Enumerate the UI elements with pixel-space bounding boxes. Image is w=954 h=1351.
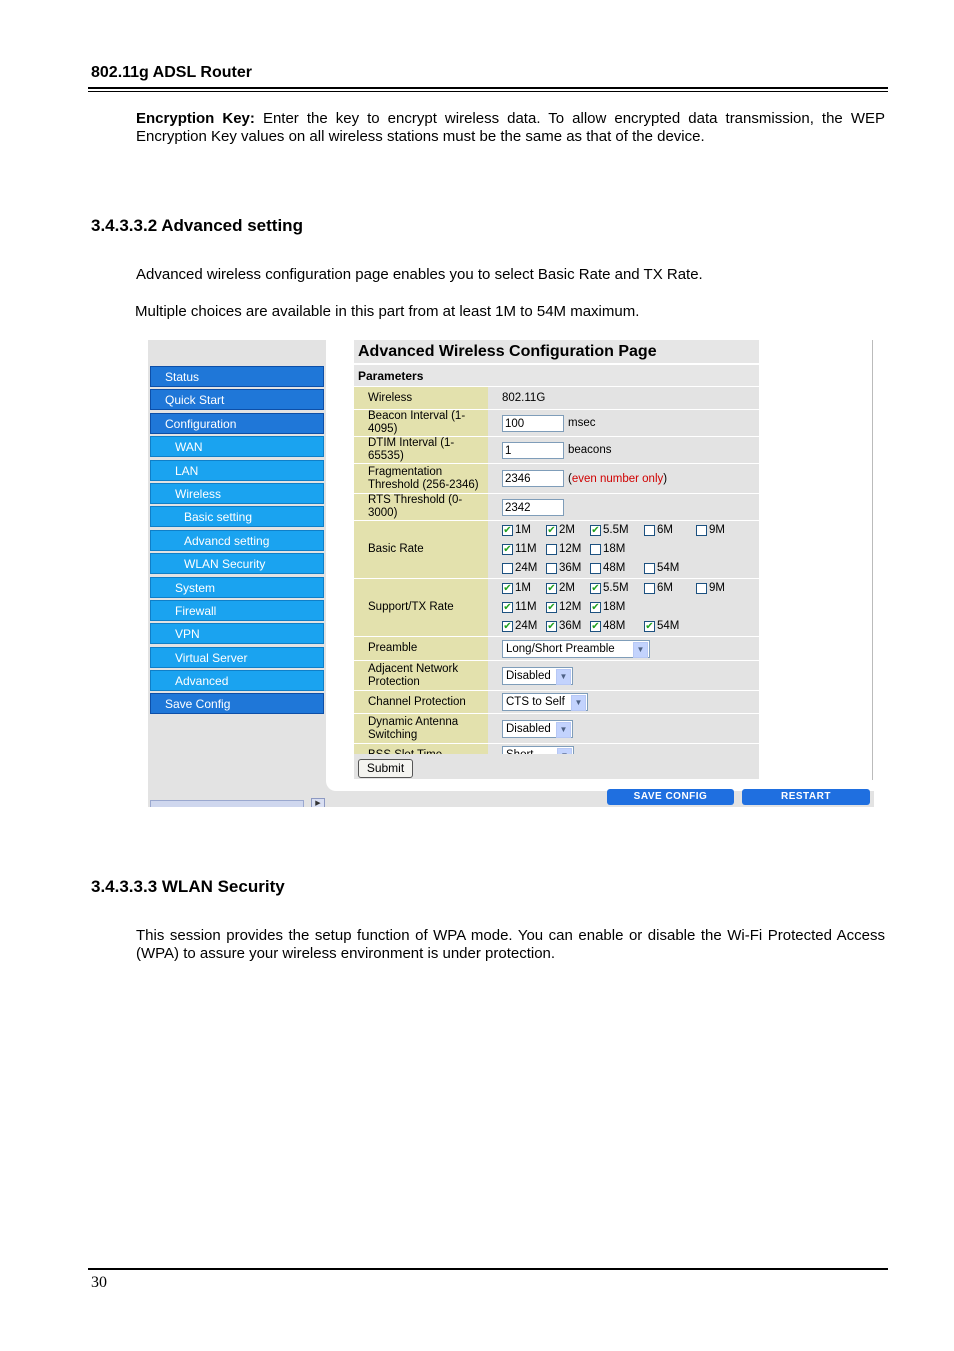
check-icon: ✔: [503, 583, 512, 594]
router-screenshot: [148, 340, 874, 807]
adjacent-network-label-line2: Protection: [368, 675, 420, 688]
basic-rate-option: [502, 540, 540, 560]
dynamic-antenna-label-line2: Switching: [368, 728, 418, 741]
checkbox-label: 2M: [559, 524, 575, 536]
dtim-interval-label: DTIM Interval (1-65535): [354, 437, 488, 463]
checkbox[interactable]: [590, 563, 601, 574]
adjacent-network-label-line1: Adjacent Network: [368, 662, 459, 675]
checkbox[interactable]: [590, 525, 601, 536]
basic-rate-row: [502, 521, 759, 540]
dtim-interval-unit: beacons: [568, 444, 612, 456]
tx-rate-option: [590, 579, 638, 599]
checkbox[interactable]: [502, 544, 513, 555]
page-number: 30: [91, 1274, 107, 1291]
wireless-label: Wireless: [354, 387, 488, 409]
fragmentation-note: [568, 473, 667, 485]
chevron-down-icon: ▼: [556, 669, 571, 685]
sidebar-item-status[interactable]: Status: [150, 366, 324, 387]
checkbox[interactable]: [644, 583, 655, 594]
header-rule-thin: [88, 91, 888, 92]
checkbox-label: 48M: [603, 620, 626, 632]
fragmentation-label: [354, 464, 488, 493]
checkbox-label: 18M: [603, 601, 626, 613]
submit-bar: [354, 754, 759, 779]
checkbox-label: 54M: [657, 620, 680, 632]
checkbox[interactable]: [546, 544, 557, 555]
checkbox-label: 2M: [559, 582, 575, 594]
sidebar-item-firewall[interactable]: Firewall: [150, 600, 324, 621]
tx-rate-option: [590, 617, 638, 637]
check-icon: ✔: [591, 621, 600, 632]
checkbox[interactable]: [590, 544, 601, 555]
tx-rate-row: [502, 617, 759, 636]
check-icon: ✔: [591, 583, 600, 594]
checkbox-label: 12M: [559, 543, 582, 555]
basic-rate-option: [502, 521, 540, 541]
footer-rule: [88, 1268, 888, 1270]
adjacent-network-label: [354, 661, 488, 690]
preamble-select[interactable]: [502, 640, 650, 658]
check-icon: ✔: [547, 583, 556, 594]
checkbox-label: 24M: [515, 620, 538, 632]
sidebar-item-advancd-setting[interactable]: Advancd setting: [150, 530, 324, 551]
beacon-interval-label: Beacon Interval (1-4095): [354, 410, 488, 436]
checkbox-label: 36M: [559, 562, 582, 574]
check-icon: ✔: [503, 621, 512, 632]
scroll-right-icon[interactable]: ▶: [311, 798, 325, 807]
basic-rate-option: [644, 521, 690, 541]
rts-threshold-label: RTS Threshold (0-3000): [354, 494, 488, 520]
checkbox-label: 11M: [515, 543, 537, 555]
document-header-title: 802.11g ADSL Router: [91, 64, 252, 81]
tx-rate-option: [502, 617, 540, 637]
checkbox[interactable]: [546, 583, 557, 594]
checkbox[interactable]: [502, 525, 513, 536]
tx-rate-row: [502, 579, 759, 598]
basic-rate-options: [488, 521, 759, 578]
check-icon: ✔: [503, 525, 512, 536]
basic-rate-option: [502, 559, 540, 579]
basic-rate-option: [590, 559, 638, 579]
sidebar-item-system[interactable]: System: [150, 577, 324, 598]
tx-rate-option: [644, 617, 690, 637]
basic-rate-option: [696, 521, 736, 541]
basic-rate-option: [590, 521, 638, 541]
tx-rate-row: [502, 598, 759, 617]
checkbox-label: 9M: [709, 524, 725, 536]
frame-edge: [872, 340, 873, 780]
basic-rate-option: [590, 540, 638, 560]
basic-rate-option: [546, 540, 584, 560]
channel-protection-label: Channel Protection: [354, 691, 488, 713]
checkbox[interactable]: [644, 525, 655, 536]
wlan-security-paragraph: This session provides the setup function of WPA mode. You can enable or disable the Wi-Fi Protected Access (WPA) to assure your wireless environment is under protection.: [136, 927, 885, 962]
basic-rate-option: [546, 559, 584, 579]
page-title: Advanced Wireless Configuration Page: [354, 340, 759, 363]
check-icon: ✔: [547, 525, 556, 536]
checkbox[interactable]: [546, 621, 557, 632]
encryption-key-text: Enter the key to encrypt wireless data. To allow encrypted data transmission, the WEP Encryption Key values on all wireless stations must be the same as that of the device.: [136, 110, 885, 145]
checkbox[interactable]: [696, 583, 707, 594]
checkbox-label: 18M: [603, 543, 626, 555]
fragmentation-note-close: ): [663, 472, 668, 485]
check-icon: ✔: [591, 525, 600, 536]
dynamic-antenna-value: Disabled: [506, 722, 551, 735]
fragmentation-note-text: even number only: [571, 472, 664, 485]
sidebar-item-lan[interactable]: LAN: [150, 460, 324, 481]
checkbox-label: 5.5M: [603, 524, 629, 536]
checkbox[interactable]: [546, 602, 557, 613]
dynamic-antenna-label-line1: Dynamic Antenna: [368, 715, 459, 728]
dtim-interval-input[interactable]: 1: [502, 442, 564, 459]
fragmentation-label-line2: Threshold (256-2346): [368, 478, 479, 491]
chevron-down-icon: ▼: [571, 695, 586, 711]
horizontal-scrollbar[interactable]: [150, 800, 304, 807]
sidebar-item-save-config[interactable]: Save Config: [150, 693, 324, 714]
checkbox[interactable]: [644, 563, 655, 574]
preamble-label: Preamble: [354, 637, 488, 660]
checkbox[interactable]: [546, 563, 557, 574]
wlan-security-heading: 3.4.3.3.3 WLAN Security: [91, 877, 285, 896]
checkbox-label: 48M: [603, 562, 626, 574]
sidebar-nav: [150, 366, 324, 717]
sidebar-item-vpn[interactable]: VPN: [150, 623, 324, 644]
check-icon: ✔: [645, 621, 654, 632]
tx-rate-option: [546, 598, 584, 618]
check-icon: ✔: [547, 602, 556, 613]
adjacent-network-select[interactable]: [502, 667, 573, 685]
channel-protection-value: CTS to Self: [506, 696, 565, 708]
sidebar-item-basic-setting[interactable]: Basic setting: [150, 506, 324, 527]
check-icon: ✔: [547, 621, 556, 632]
tx-rate-option: [590, 598, 638, 618]
wireless-value: 802.11G: [488, 387, 759, 409]
basic-rate-option: [644, 559, 690, 579]
sidebar-item-advanced[interactable]: Advanced: [150, 670, 324, 691]
basic-rate-option: [546, 521, 584, 541]
tx-rate-option: [546, 579, 584, 599]
advanced-para-1: Advanced wireless configuration page enables you to select Basic Rate and TX Rate.: [136, 266, 703, 283]
checkbox[interactable]: [644, 621, 655, 632]
fragmentation-input[interactable]: 2346: [502, 470, 564, 487]
checkbox-label: 36M: [559, 620, 582, 632]
checkbox[interactable]: [590, 602, 601, 613]
encryption-key-term: Encryption Key:: [136, 110, 255, 127]
sidebar-item-quick-start[interactable]: Quick Start: [150, 389, 324, 410]
dynamic-antenna-label: [354, 714, 488, 743]
checkbox-label: 1M: [515, 582, 531, 594]
checkbox-label: 1M: [515, 524, 531, 536]
checkbox[interactable]: [546, 525, 557, 536]
fragmentation-note-open: (: [568, 472, 572, 485]
preamble-value: Long/Short Preamble: [506, 642, 615, 655]
tx-rate-option: [546, 617, 584, 637]
check-icon: ✔: [591, 602, 600, 613]
checkbox[interactable]: [502, 563, 513, 574]
checkbox[interactable]: [502, 621, 513, 632]
checkbox-label: 54M: [657, 562, 680, 574]
main-content: [326, 340, 874, 791]
sidebar-item-wan[interactable]: WAN: [150, 436, 324, 457]
header-rule: [88, 87, 888, 89]
save-config-button[interactable]: SAVE CONFIG: [607, 789, 734, 805]
restart-button[interactable]: RESTART: [742, 789, 870, 805]
check-icon: ✔: [503, 544, 512, 555]
advanced-setting-heading: 3.4.3.3.2 Advanced setting: [91, 216, 303, 235]
tx-rate-option: [502, 579, 540, 599]
check-icon: ✔: [503, 602, 512, 613]
chevron-down-icon: ▼: [556, 722, 571, 738]
tx-rate-option: [696, 579, 736, 599]
checkbox[interactable]: [590, 621, 601, 632]
fragmentation-label-line1: Fragmentation: [368, 465, 443, 478]
checkbox-label: 9M: [709, 582, 725, 594]
checkbox-label: 5.5M: [603, 582, 629, 594]
sidebar-item-configuration[interactable]: Configuration: [150, 413, 324, 434]
basic-rate-row: [502, 559, 759, 578]
encryption-key-paragraph: [136, 110, 885, 146]
checkbox[interactable]: [502, 602, 513, 613]
config-table: [354, 364, 759, 767]
sidebar-item-wlan-security[interactable]: WLAN Security: [150, 553, 324, 574]
rts-threshold-input[interactable]: 2342: [502, 499, 564, 516]
tx-rate-options: [488, 579, 759, 636]
checkbox-label: 24M: [515, 562, 538, 574]
chevron-down-icon: ▼: [633, 642, 648, 658]
checkbox-label: 12M: [559, 601, 582, 613]
adjacent-network-value: Disabled: [506, 669, 551, 682]
basic-rate-row: [502, 540, 759, 559]
channel-protection-select[interactable]: [502, 693, 588, 711]
beacon-interval-unit: msec: [568, 417, 596, 429]
checkbox[interactable]: [696, 525, 707, 536]
submit-button[interactable]: Submit: [358, 759, 413, 778]
beacon-interval-input[interactable]: 100: [502, 415, 564, 432]
basic-rate-label: Basic Rate: [354, 521, 488, 578]
checkbox[interactable]: [590, 583, 601, 594]
sidebar-item-virtual-server[interactable]: Virtual Server: [150, 647, 324, 668]
checkbox[interactable]: [502, 583, 513, 594]
tx-rate-option: [644, 579, 690, 599]
checkbox-label: 6M: [657, 524, 673, 536]
sidebar-item-wireless[interactable]: Wireless: [150, 483, 324, 504]
checkbox-label: 6M: [657, 582, 673, 594]
dynamic-antenna-select[interactable]: [502, 720, 573, 738]
tx-rate-option: [502, 598, 540, 618]
parameters-header: Parameters: [354, 365, 759, 386]
checkbox-label: 11M: [515, 601, 537, 613]
tx-rate-label: Support/TX Rate: [354, 579, 488, 636]
advanced-para-2: Multiple choices are available in this part from at least 1M to 54M maximum.: [135, 303, 640, 320]
